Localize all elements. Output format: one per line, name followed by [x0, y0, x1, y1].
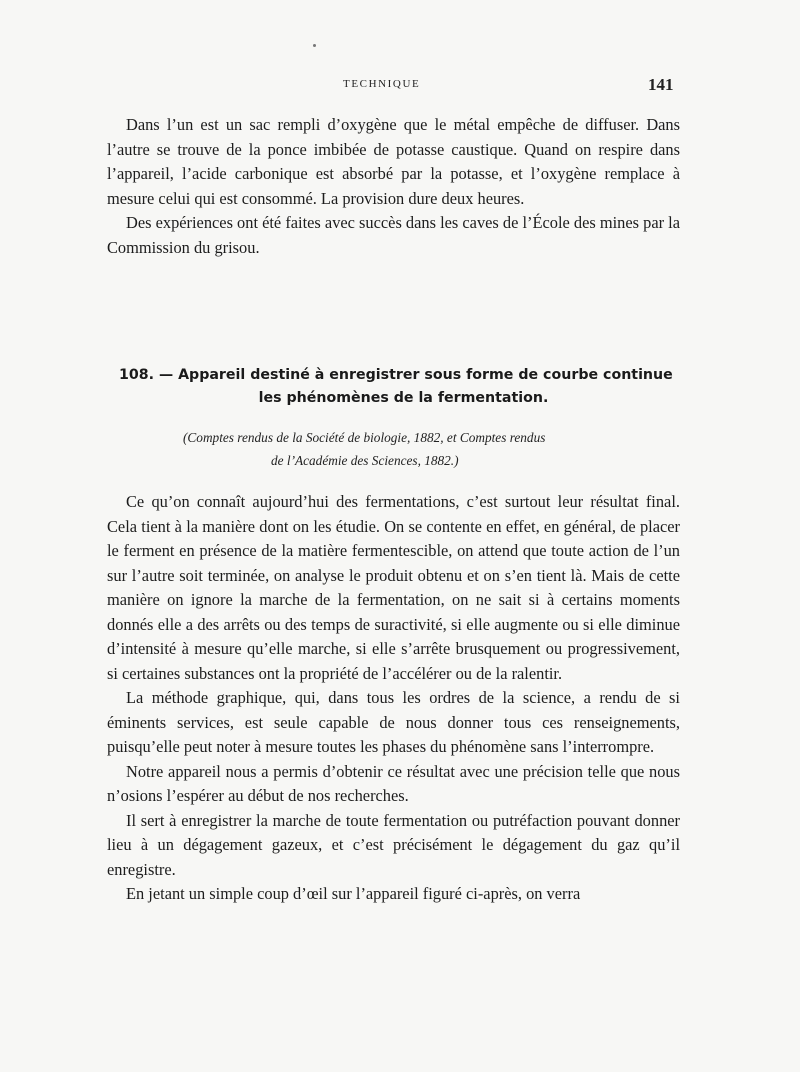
paragraph: Notre appareil nous a permis d’obtenir ce résultat avec une précision telle que nous n’osions l’espérer au début de nos recherches. [107, 761, 680, 805]
paragraph: La méthode graphique, qui, dans tous les ordres de la science, a rendu de si éminents services, est seule capable de nous donner tous ces renseignements, puisqu’elle peut noter à mesure toutes les phases du phénomène sans l’interrompre. [107, 688, 680, 756]
paragraph: Ce qu’on connaît aujourd’hui des fermentations, c’est surtout leur résultat final. Cela tient à la manière dont on les étudie. On se contente en effet, en général, de placer le ferment en présence de la matière fermentescible, on attend que toute action de l’un sur l’autre soit terminée, on analyse le produit obtenu et on s’en tient là. Mais de cette manière on ignore la marche de la fermentation, on ne sait si à certains moments donnés elle a des arrêts ou des temps de suractivité, si elle augmente ou si elle diminue d’intensité à mesure qu’elle marche, si elle s’arrête brusquement ou progressivement, si certaines substances ont la propriété de l’accélérer ou de la ralentir. [107, 492, 680, 683]
page-number: 141 [648, 75, 674, 94]
citation-line [107, 449, 680, 472]
citation-line-text: (Comptes rendus de la Société de biologie, 1882, et Comptes rendus [183, 430, 546, 445]
running-title: TECHNIQUE [343, 78, 421, 90]
paragraph: Dans l’un est un sac rempli d’oxygène que le métal empêche de diffuser. Dans l’autre se trouve de la ponce imbibée de potasse caustique. Quand on respire dans l’appareil, l’acide carbonique est absorbé par la potasse, et l’oxygène remplace à mesure celui qui est consommé. La provision dure deux heures. [107, 115, 680, 208]
paragraph: En jetant un simple coup d’œil sur l’appareil figuré ci-après, on verra [126, 884, 581, 903]
section-heading-line: les phénomènes de la fermentation. [258, 390, 549, 406]
ink-speck [313, 44, 316, 47]
section-heading-line: 108. — Appareil destiné à enregistrer sous forme de courbe continue [119, 367, 673, 383]
top-text-block [107, 113, 680, 260]
citation-line-text: de l’Académie des Sciences, 1882.) [271, 453, 459, 468]
main-text-block [107, 490, 680, 907]
source-citation [107, 426, 680, 472]
paragraph: Des expériences ont été faites avec succès dans les caves de l’École des mines par la Commission du grisou. [107, 213, 680, 257]
section-heading [107, 364, 680, 410]
paragraph: Il sert à enregistrer la marche de toute fermentation ou putréfaction pouvant donner lieu à un dégagement gazeux, et c’est précisément le dégagement du gaz qu’il enregistre. [107, 810, 680, 879]
citation-line [107, 426, 680, 449]
running-head [0, 75, 800, 98]
